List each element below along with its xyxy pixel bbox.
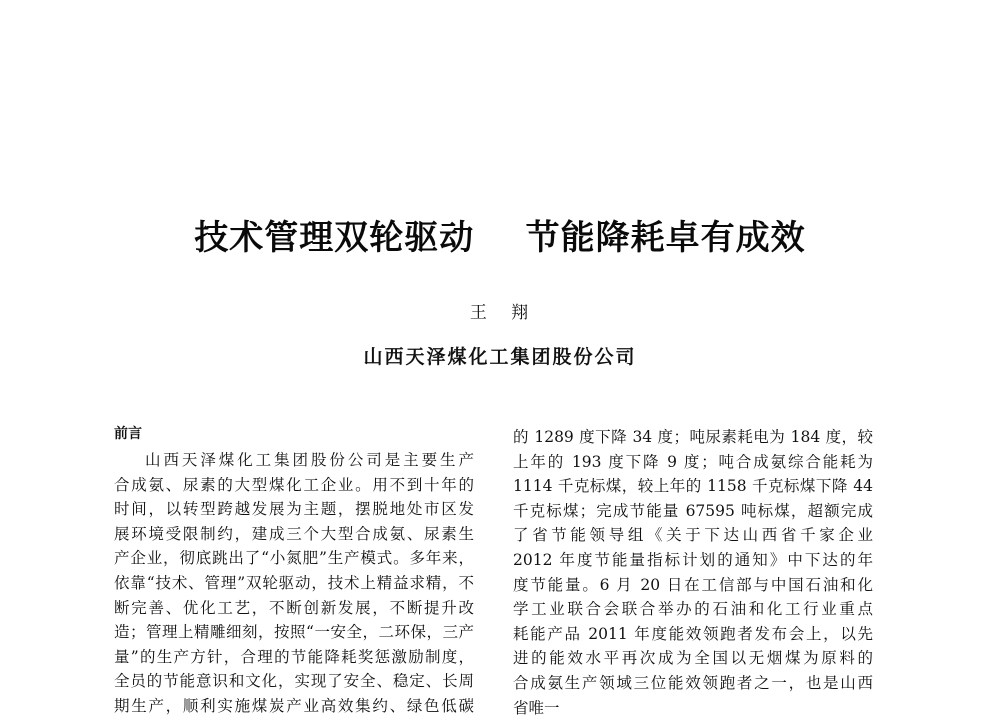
text-line: 产企业，彻底跳出了“小氮肥”生产模式。多年来， [114,549,474,568]
text-line: 学工业联合会联合举办的石油和化工行业重点 [513,600,873,619]
text-line: 耗能产品 2011 年度能效领跑者发布会上，以先 [513,624,873,643]
text-line: 量”的生产方针，合理的节能降耗奖惩激励制度， [114,647,474,666]
text-line: 合成氨生产领域三位能效领跑者之一，也是山西 [513,673,873,692]
author-name: 王 翔 [469,303,531,323]
text-line: 省唯一 [513,698,560,717]
text-line: 的 1289 度下降 34 度；吨尿素耗电为 184 度，较 [513,428,873,446]
text-line: 全员的节能意识和文化，实现了安全、稳定、长周 [114,672,474,691]
text-line: 度节能量。6 月 20 日在工信部与中国石油和化 [513,575,873,594]
text-line: 2012 年度节能量指标计划的通知》中下达的年 [513,550,873,569]
text-line: 合成氨、尿素的大型煤化工企业。用不到十年的 [114,475,474,494]
author-affiliation: 山西天泽煤化工集团股份公司 [363,346,637,368]
text-line: 上年的 193 度下降 9 度；吨合成氨综合能耗为 [513,452,873,471]
text-line: 断完善、优化工艺，不断创新发展，不断提升改 [114,598,474,617]
section-heading-preface: 前言 [114,426,142,442]
text-line: 1114 千克标煤，较上年的 1158 千克标煤下降 44 [513,477,873,496]
text-line: 千克标煤；完成节能量 67595 吨标煤，超额完成 [513,501,873,520]
text-line: 造；管理上精雕细刻，按照“一安全，二环保，三产 [114,623,474,642]
text-line: 期生产，顺利实施煤炭产业高效集约、绿色低碳 [114,696,474,715]
text-line: 山西天泽煤化工集团股份公司是主要生产 [145,451,474,469]
text-line: 依靠“技术、管理”双轮驱动，技术上精益求精，不 [114,573,474,592]
right-column [513,425,873,717]
text-line: 时间，以转型跨越发展为主题，摆脱地处市区发 [114,500,474,519]
text-line: 展环境受限制约，建成三个大型合成氨、尿素生 [114,524,474,543]
article-title: 技术管理双轮驱动 节能降耗卓有成效 [194,218,806,258]
text-line: 了省节能领导组《关于下达山西省千家企业 [513,526,873,545]
text-line: 进的能效水平再次成为全国以无烟煤为原料的 [513,649,873,668]
left-column [114,424,474,717]
